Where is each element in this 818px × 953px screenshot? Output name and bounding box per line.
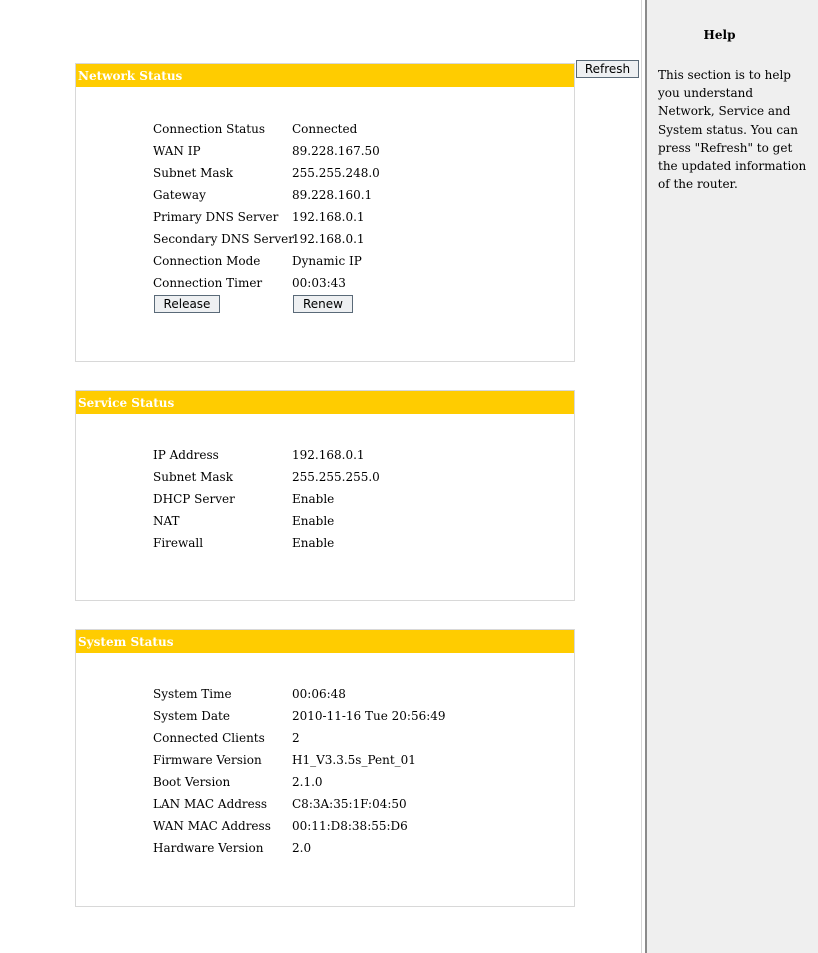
row-value: 89.228.160.1 <box>292 188 373 202</box>
table-row <box>153 749 513 771</box>
row-value: Enable <box>292 514 335 528</box>
row-value: 00:11:D8:38:55:D6 <box>292 819 408 833</box>
release-button[interactable]: Release <box>154 295 220 313</box>
row-value: Enable <box>292 536 335 550</box>
table-row <box>153 444 513 466</box>
row-label: Connection Timer <box>153 276 263 290</box>
service-status-section <box>75 390 575 601</box>
row-label: Firewall <box>153 536 204 550</box>
row-label: Primary DNS Server <box>153 210 279 224</box>
table-row <box>153 184 513 206</box>
row-label: Boot Version <box>153 775 231 789</box>
row-value: 00:03:43 <box>292 276 346 290</box>
row-label: System Time <box>153 687 232 701</box>
row-label: WAN IP <box>153 144 201 158</box>
table-row <box>153 250 513 272</box>
row-value: 2010-11-16 Tue 20:56:49 <box>292 709 446 723</box>
refresh-button[interactable]: Refresh <box>576 60 639 78</box>
row-label: Secondary DNS Server <box>153 232 294 246</box>
table-row <box>153 683 513 705</box>
row-value: 2 <box>292 731 300 745</box>
row-value: Enable <box>292 492 335 506</box>
row-value: 255.255.255.0 <box>292 470 380 484</box>
row-value: 00:06:48 <box>292 687 346 701</box>
row-label: Gateway <box>153 188 206 202</box>
row-label: System Date <box>153 709 230 723</box>
table-row <box>153 206 513 228</box>
table-row <box>153 532 513 554</box>
table-row <box>153 140 513 162</box>
row-label: NAT <box>153 514 180 528</box>
help-text: This section is to help you understand Network, Service and System status. You can press "Refresh" to get the updated information of the router. <box>658 68 807 192</box>
table-row <box>153 272 513 294</box>
row-label: DHCP Server <box>153 492 235 506</box>
row-label: WAN MAC Address <box>153 819 271 833</box>
help-panel <box>647 0 818 953</box>
table-row <box>153 466 513 488</box>
table-row <box>153 793 513 815</box>
row-value: 2.1.0 <box>292 775 323 789</box>
row-label: Hardware Version <box>153 841 264 855</box>
row-value: 255.255.248.0 <box>292 166 380 180</box>
row-label: Connection Mode <box>153 254 261 268</box>
table-row <box>153 228 513 250</box>
row-label: Connection Status <box>153 122 266 136</box>
row-label: LAN MAC Address <box>153 797 268 811</box>
table-row <box>153 815 513 837</box>
renew-button[interactable]: Renew <box>293 295 353 313</box>
row-value: 192.168.0.1 <box>292 448 365 462</box>
row-value: Dynamic IP <box>292 254 362 268</box>
row-label: Connected Clients <box>153 731 265 745</box>
table-row <box>153 118 513 140</box>
row-label: Subnet Mask <box>153 470 233 484</box>
row-label: Subnet Mask <box>153 166 233 180</box>
table-row <box>153 162 513 184</box>
row-value: 192.168.0.1 <box>292 210 365 224</box>
table-row <box>153 510 513 532</box>
service-status-title: Service Status <box>76 391 574 414</box>
table-row <box>153 488 513 510</box>
row-label: IP Address <box>153 448 219 462</box>
network-status-section <box>75 63 575 362</box>
system-status-section <box>75 629 575 907</box>
help-title: Help <box>703 28 736 42</box>
row-value: 192.168.0.1 <box>292 232 365 246</box>
row-value: C8:3A:35:1F:04:50 <box>292 797 407 811</box>
row-value: H1_V3.3.5s_Pent_01 <box>292 753 416 767</box>
row-value: 2.0 <box>292 841 312 855</box>
row-label: Firmware Version <box>153 753 262 767</box>
network-status-title: Network Status <box>76 64 574 87</box>
table-row <box>153 705 513 727</box>
row-value: 89.228.167.50 <box>292 144 380 158</box>
table-row <box>153 727 513 749</box>
system-status-title: System Status <box>76 630 574 653</box>
row-value: Connected <box>292 122 358 136</box>
table-row <box>153 771 513 793</box>
table-row <box>153 837 513 859</box>
